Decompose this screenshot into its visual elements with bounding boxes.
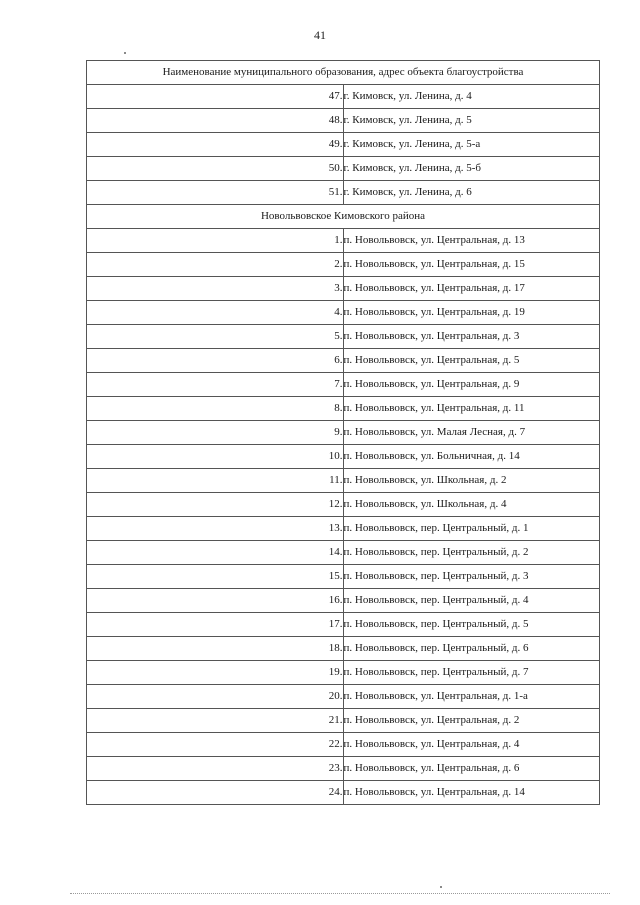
- row-number: 19.: [87, 661, 344, 685]
- row-address: п. Новольвовск, ул. Центральная, д. 5: [343, 349, 600, 373]
- row-address: п. Новольвовск, ул. Центральная, д. 15: [343, 253, 600, 277]
- row-address: г. Кимовск, ул. Ленина, д. 5: [343, 109, 600, 133]
- section-title: Новольвовское Кимовского района: [87, 205, 600, 229]
- row-number: 51.: [87, 181, 344, 205]
- row-address: п. Новольвовск, ул. Центральная, д. 17: [343, 277, 600, 301]
- row-number: 17.: [87, 613, 344, 637]
- row-number: 1.: [87, 229, 344, 253]
- row-address: п. Новольвовск, ул. Центральная, д. 1-а: [343, 685, 600, 709]
- table-row: [87, 709, 600, 733]
- row-address: п. Новольвовск, ул. Центральная, д. 13: [343, 229, 600, 253]
- row-number: 16.: [87, 589, 344, 613]
- row-number: 2.: [87, 253, 344, 277]
- page-number: 41: [314, 28, 326, 42]
- table-row: [87, 637, 600, 661]
- row-address: п. Новольвовск, ул. Школьная, д. 4: [343, 493, 600, 517]
- row-number: 6.: [87, 349, 344, 373]
- row-number: 9.: [87, 421, 344, 445]
- row-address: п. Новольвовск, ул. Центральная, д. 9: [343, 373, 600, 397]
- row-number: 4.: [87, 301, 344, 325]
- row-address: п. Новольвовск, ул. Центральная, д. 2: [343, 709, 600, 733]
- row-number: 10.: [87, 445, 344, 469]
- row-number: 14.: [87, 541, 344, 565]
- row-address: п. Новольвовск, пер. Центральный, д. 4: [343, 589, 600, 613]
- row-number: 3.: [87, 277, 344, 301]
- table-row: [87, 685, 600, 709]
- row-number: 5.: [87, 325, 344, 349]
- row-address: п. Новольвовск, ул. Центральная, д. 4: [343, 733, 600, 757]
- scan-speck: [440, 886, 442, 888]
- table-row: [87, 181, 600, 205]
- row-address: п. Новольвовск, ул. Центральная, д. 19: [343, 301, 600, 325]
- row-number: 49.: [87, 133, 344, 157]
- table-row: [87, 613, 600, 637]
- table-row: [87, 469, 600, 493]
- row-number: 50.: [87, 157, 344, 181]
- row-number: 23.: [87, 757, 344, 781]
- address-table: [86, 60, 600, 805]
- table-row: [87, 397, 600, 421]
- row-address: п. Новольвовск, ул. Центральная, д. 11: [343, 397, 600, 421]
- row-number: 48.: [87, 109, 344, 133]
- row-number: 8.: [87, 397, 344, 421]
- table-row: [87, 565, 600, 589]
- row-number: 13.: [87, 517, 344, 541]
- row-address: п. Новольвовск, ул. Малая Лесная, д. 7: [343, 421, 600, 445]
- table-row: [87, 229, 600, 253]
- table-row: [87, 541, 600, 565]
- row-number: 11.: [87, 469, 344, 493]
- row-address: п. Новольвовск, ул. Центральная, д. 3: [343, 325, 600, 349]
- table-header: Наименование муниципального образования, адрес объекта благоустройства: [87, 61, 600, 85]
- row-address: п. Новольвовск, ул. Центральная, д. 14: [343, 781, 600, 805]
- row-address: г. Кимовск, ул. Ленина, д. 4: [343, 85, 600, 109]
- row-address: п. Новольвовск, ул. Больничная, д. 14: [343, 445, 600, 469]
- row-number: 7.: [87, 373, 344, 397]
- row-number: 18.: [87, 637, 344, 661]
- scan-speck: [124, 52, 126, 54]
- row-number: 22.: [87, 733, 344, 757]
- table-row: [87, 325, 600, 349]
- row-number: 20.: [87, 685, 344, 709]
- row-address: п. Новольвовск, ул. Школьная, д. 2: [343, 469, 600, 493]
- row-address: п. Новольвовск, ул. Центральная, д. 6: [343, 757, 600, 781]
- row-address: п. Новольвовск, пер. Центральный, д. 2: [343, 541, 600, 565]
- table-row: [87, 421, 600, 445]
- row-number: 24.: [87, 781, 344, 805]
- table-row: [87, 277, 600, 301]
- table-row: [87, 589, 600, 613]
- table-row: [87, 733, 600, 757]
- table-row: [87, 85, 600, 109]
- table-row: [87, 301, 600, 325]
- row-number: 21.: [87, 709, 344, 733]
- table-row: [87, 445, 600, 469]
- table-row: [87, 493, 600, 517]
- table-row: [87, 661, 600, 685]
- table-row: [87, 109, 600, 133]
- row-address: п. Новольвовск, пер. Центральный, д. 7: [343, 661, 600, 685]
- table-row: [87, 349, 600, 373]
- scan-footer-line: [70, 893, 610, 894]
- row-address: г. Кимовск, ул. Ленина, д. 5-б: [343, 157, 600, 181]
- table-row: [87, 373, 600, 397]
- row-address: п. Новольвовск, пер. Центральный, д. 6: [343, 637, 600, 661]
- row-number: 47.: [87, 85, 344, 109]
- row-address: п. Новольвовск, пер. Центральный, д. 1: [343, 517, 600, 541]
- row-number: 12.: [87, 493, 344, 517]
- table-row: [87, 781, 600, 805]
- table-row: [87, 157, 600, 181]
- row-address: п. Новольвовск, пер. Центральный, д. 5: [343, 613, 600, 637]
- row-address: г. Кимовск, ул. Ленина, д. 5-а: [343, 133, 600, 157]
- row-address: г. Кимовск, ул. Ленина, д. 6: [343, 181, 600, 205]
- table-row: [87, 517, 600, 541]
- table-row: [87, 757, 600, 781]
- table-header-row: [87, 61, 600, 85]
- row-address: п. Новольвовск, пер. Центральный, д. 3: [343, 565, 600, 589]
- section-row: [87, 205, 600, 229]
- table-body: [87, 61, 600, 805]
- row-number: 15.: [87, 565, 344, 589]
- table-row: [87, 133, 600, 157]
- table-row: [87, 253, 600, 277]
